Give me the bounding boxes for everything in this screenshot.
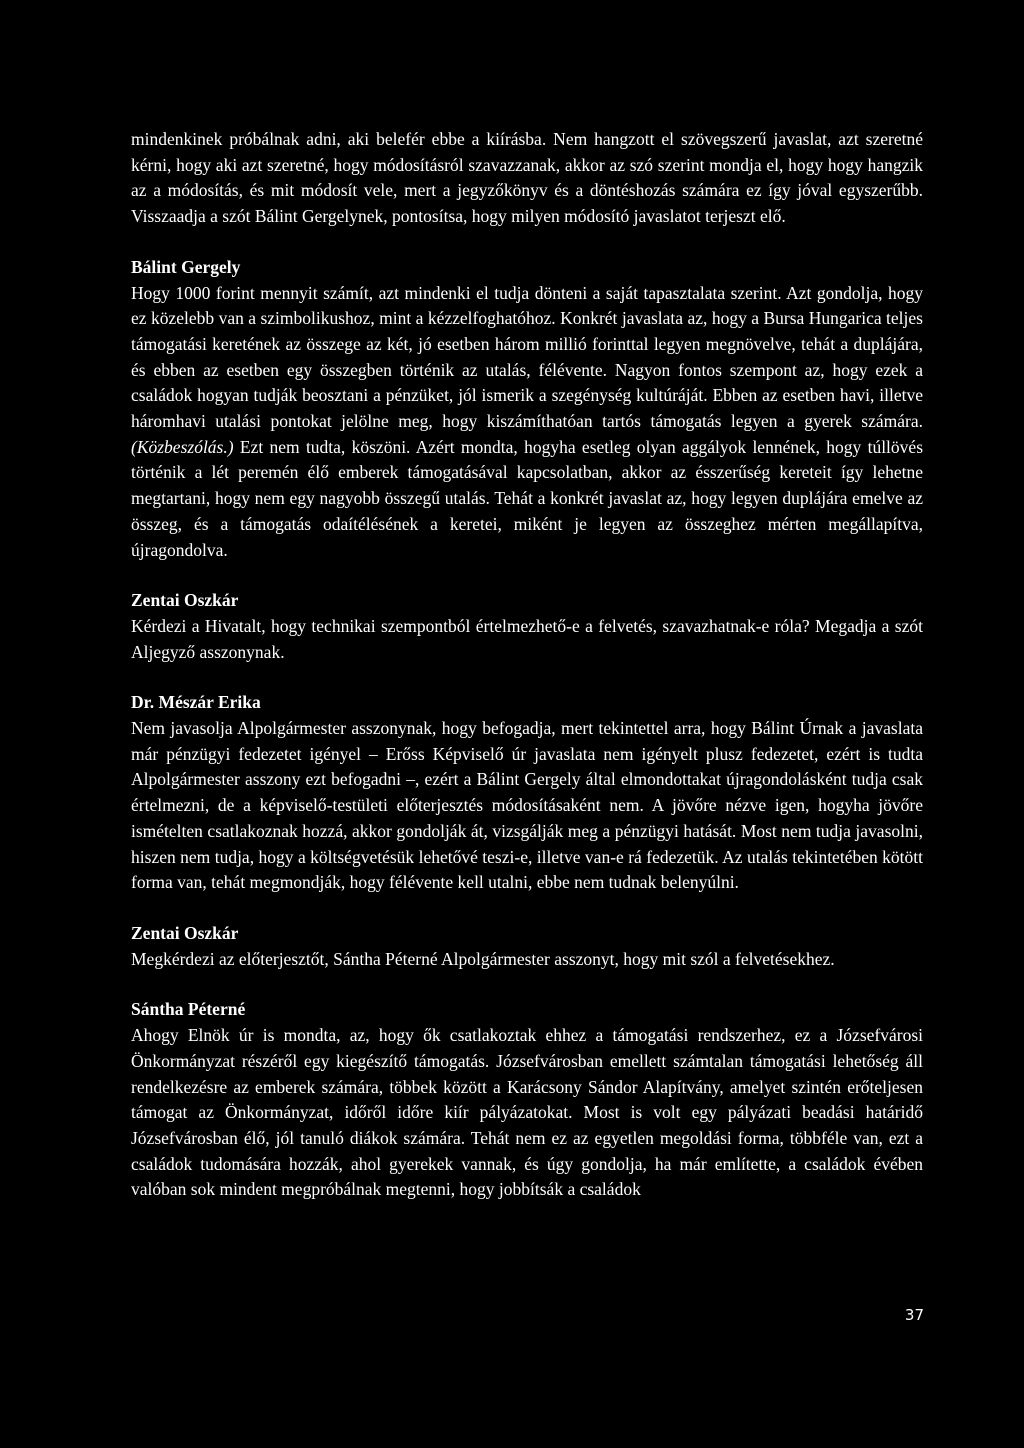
interjection-note: (Közbeszólás.): [131, 436, 234, 457]
intro-paragraph: mindenkinek próbálnak adni, aki belefér ebbe a kiírásba. Nem hangzott el szövegszerű javaslat, azt szeretné kérni, hogy aki azt szeretné, hogy módosításról szavazzanak, akkor az szó szerint mondja el, hogy hogy hangzik az a módosítás, és mit módosít vele, mert a jegyzőkönyv és a döntéshozás számára ez így jóval egyszerűbb. Visszaadja a szót Bálint Gergelynek, pontosítsa, hogy milyen módosító javaslatot terjeszt elő.: [131, 129, 923, 227]
speech-text-part: Ezt nem tudta, köszöni. Azért mondta, hogyha esetleg olyan aggályok lennének, hogy túllövés történik a lét peremén élő emberek támogatásával kapcsolatban, akkor az ésszerűség kereteit így lehetne megtartani, hogy nem egy nagyobb összegű utalás. Tehát a konkrét javaslat az, hogy legyen duplájára emelve az összeg, és a támogatás odaítélésének a keretei, miként je legyen az összeghez mérten megállapítva, újragondolva.: [131, 436, 924, 560]
speaker-name: Dr. Mészár Erika: [131, 692, 261, 713]
intro-paragraph-block: [131, 127, 923, 230]
speech-text-part: Hogy 1000 forint mennyit számít, azt mindenki el tudja dönteni a saját tapasztalata szerint. Azt gondolja, hogy ez közelebb van a szimbolikushoz, mint a kézzelfoghatóhoz. Konkrét javaslata az, hogy a Bursa Hungarica teljes támogatási keretének az összege az két, jó esetben három millió forinttal legyen megnövelve, tehát a duplájára, és ebben az esetben egy összegben történik az utalás, félévente. Nagyon fontos szempont az, hogy ezek a családok hogyan tudják beosztani a pénzüket, jól ismerik a szegénység kultúráját. Ebben az esetben havi, illetve háromhavi utalási pontokat jelölne meg, hogy kiszámíthatóan tartós támogatás legyen a gyerek számára.: [131, 282, 923, 432]
speaker-name: Bálint Gergely: [131, 256, 241, 277]
speaker-name: Zentai Oszkár: [131, 590, 239, 611]
speech-text: Megkérdezi az előterjesztőt, Sántha Péterné Alpolgármester asszonyt, hogy mit szól a felvetésekhez.: [131, 948, 835, 969]
speech-text: [131, 281, 923, 564]
page-number: 37: [904, 1306, 924, 1324]
speech-balint-gergely: [131, 255, 923, 563]
document-page: [131, 127, 923, 1228]
speech-zentai-oszkar-1: [131, 588, 923, 665]
speech-dr-meszar-erika: [131, 690, 923, 896]
speaker-name: Sántha Péterné: [131, 999, 246, 1020]
speech-text: Nem javasolja Alpolgármester asszonynak, hogy befogadja, mert tekintettel arra, hogy Bálint Úrnak a javaslata már pénzügyi fedezetet igényel – Erőss Képviselő úr javaslata nem igényelt plusz fedezetet, ezért is tudta Alpolgármester asszony ezt befogadni –, ezért a Bálint Gergely által elmondottakat újragondolásként tudja csak értelmezni, de a képviselő-testületi előterjesztés módosításaként nem. A jövőre nézve igen, hogyha jövőre ismételten csatlakoznak hozzá, akkor gondolják át, vizsgálják meg a pénzügyi hatását. Most nem tudja javasolni, hiszen nem tudja, hogy a költségvetésük lehetővé teszi-e, illetve van-e rá fedezetük. Az utalás tekintetében kötött forma van, tehát megmondják, hogy félévente kell utalni, ebbe nem tudnak belenyúlni.: [131, 718, 923, 893]
speech-text: Ahogy Elnök úr is mondta, az, hogy ők csatlakoztak ehhez a támogatási rendszerhez, ez a Józsefvárosi Önkormányzat részéről egy kiegészítő támogatás. Józsefvárosban emellett számtalan támogatási lehetőség áll rendelkezésre az emberek számára, többek között a Karácsony Sándor Alapítvány, amelyet szintén erőteljesen támogat az Önkormányzat, időről időre kiír pályázatokat. Most is volt egy pályázati beadási határidő Józsefvárosban élő, jól tanuló diákok számára. Tehát nem ez az egyetlen megoldási forma, többféle van, ezt a családok tudomására hozzák, ahol gyerekek vannak, és úgy gondolja, ha már említette, a családok évében valóban sok mindent megpróbálnak megtenni, hogy jobbítsák a családok: [131, 1025, 923, 1200]
speaker-name: Zentai Oszkár: [131, 922, 239, 943]
speech-text: Kérdezi a Hivatalt, hogy technikai szempontból értelmezhető-e a felvetés, szavazhatnak-e róla? Megadja a szót Aljegyző asszonynak.: [131, 615, 923, 662]
speech-santha-peterne: [131, 997, 923, 1203]
speech-zentai-oszkar-2: [131, 921, 923, 972]
